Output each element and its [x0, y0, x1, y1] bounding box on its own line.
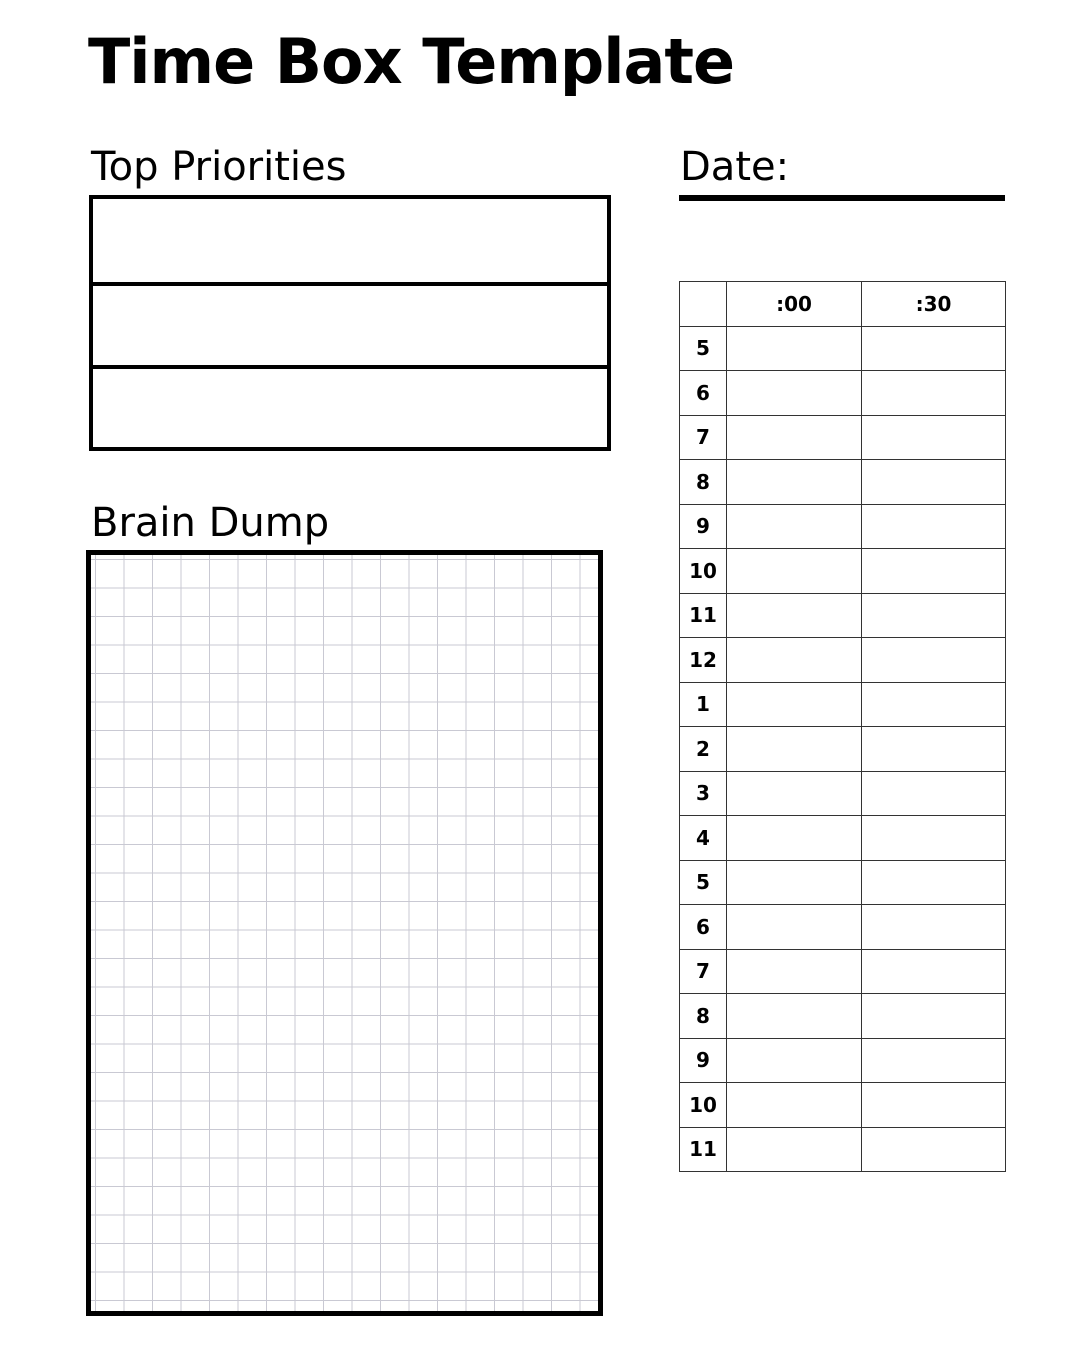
slot-00-cell[interactable] — [727, 371, 862, 416]
slot-00-cell[interactable] — [727, 415, 862, 460]
hour-label: 7 — [680, 949, 727, 994]
slot-30-cell[interactable] — [862, 682, 1006, 727]
slot-00-cell[interactable] — [727, 905, 862, 950]
time-schedule-table — [679, 281, 1006, 1172]
slot-30-cell[interactable] — [862, 816, 1006, 861]
hour-label: 11 — [680, 593, 727, 638]
schedule-row — [680, 727, 1006, 772]
slot-30-cell[interactable] — [862, 504, 1006, 549]
slot-30-cell[interactable] — [862, 593, 1006, 638]
hour-label: 1 — [680, 682, 727, 727]
slot-30-cell[interactable] — [862, 460, 1006, 505]
slot-30-cell[interactable] — [862, 994, 1006, 1039]
hour-label: 10 — [680, 1083, 727, 1128]
hour-label: 5 — [680, 326, 727, 371]
schedule-row — [680, 1038, 1006, 1083]
priority-field-2[interactable] — [93, 282, 607, 365]
slot-30-cell[interactable] — [862, 905, 1006, 950]
slot-30-cell[interactable] — [862, 949, 1006, 994]
hour-label: 6 — [680, 371, 727, 416]
hour-label: 8 — [680, 994, 727, 1039]
schedule-header-corner — [680, 282, 727, 327]
date-label: Date: — [680, 144, 790, 190]
hour-label: 8 — [680, 460, 727, 505]
slot-00-cell[interactable] — [727, 727, 862, 772]
slot-00-cell[interactable] — [727, 860, 862, 905]
date-field[interactable] — [679, 195, 1005, 201]
hour-label: 11 — [680, 1127, 727, 1172]
slot-30-cell[interactable] — [862, 727, 1006, 772]
slot-00-cell[interactable] — [727, 504, 862, 549]
schedule-row — [680, 860, 1006, 905]
slot-30-cell[interactable] — [862, 1083, 1006, 1128]
schedule-row — [680, 371, 1006, 416]
slot-30-cell[interactable] — [862, 549, 1006, 594]
schedule-row — [680, 460, 1006, 505]
schedule-row — [680, 593, 1006, 638]
hour-label: 7 — [680, 415, 727, 460]
schedule-header-00: :00 — [727, 282, 862, 327]
schedule-row — [680, 504, 1006, 549]
hour-label: 12 — [680, 638, 727, 683]
hour-label: 2 — [680, 727, 727, 772]
schedule-row — [680, 682, 1006, 727]
slot-00-cell[interactable] — [727, 593, 862, 638]
schedule-row — [680, 771, 1006, 816]
schedule-header-30: :30 — [862, 282, 1006, 327]
slot-00-cell[interactable] — [727, 994, 862, 1039]
slot-00-cell[interactable] — [727, 326, 862, 371]
slot-30-cell[interactable] — [862, 415, 1006, 460]
slot-00-cell[interactable] — [727, 549, 862, 594]
slot-30-cell[interactable] — [862, 1127, 1006, 1172]
schedule-row — [680, 1083, 1006, 1128]
slot-00-cell[interactable] — [727, 682, 862, 727]
brain-dump-grid[interactable] — [86, 550, 603, 1316]
schedule-row — [680, 1127, 1006, 1172]
slot-00-cell[interactable] — [727, 816, 862, 861]
slot-30-cell[interactable] — [862, 860, 1006, 905]
slot-00-cell[interactable] — [727, 1083, 862, 1128]
schedule-row — [680, 905, 1006, 950]
hour-label: 4 — [680, 816, 727, 861]
slot-00-cell[interactable] — [727, 1038, 862, 1083]
slot-30-cell[interactable] — [862, 371, 1006, 416]
hour-label: 10 — [680, 549, 727, 594]
slot-00-cell[interactable] — [727, 638, 862, 683]
slot-30-cell[interactable] — [862, 326, 1006, 371]
schedule-row — [680, 949, 1006, 994]
slot-00-cell[interactable] — [727, 771, 862, 816]
page-title: Time Box Template — [88, 25, 735, 98]
slot-00-cell[interactable] — [727, 460, 862, 505]
schedule-row — [680, 638, 1006, 683]
schedule-row — [680, 326, 1006, 371]
hour-label: 5 — [680, 860, 727, 905]
brain-dump-label: Brain Dump — [91, 500, 330, 546]
priority-field-3[interactable] — [93, 365, 607, 447]
schedule-row — [680, 816, 1006, 861]
schedule-header-row — [680, 282, 1006, 327]
slot-30-cell[interactable] — [862, 638, 1006, 683]
slot-30-cell[interactable] — [862, 771, 1006, 816]
hour-label: 9 — [680, 504, 727, 549]
schedule-body — [680, 326, 1006, 1172]
priority-field-1[interactable] — [93, 199, 607, 282]
slot-00-cell[interactable] — [727, 1127, 862, 1172]
schedule-row — [680, 415, 1006, 460]
slot-30-cell[interactable] — [862, 1038, 1006, 1083]
hour-label: 9 — [680, 1038, 727, 1083]
top-priorities-label: Top Priorities — [91, 144, 347, 190]
slot-00-cell[interactable] — [727, 949, 862, 994]
schedule-row — [680, 994, 1006, 1039]
hour-label: 6 — [680, 905, 727, 950]
hour-label: 3 — [680, 771, 727, 816]
top-priorities-box — [89, 195, 611, 451]
schedule-row — [680, 549, 1006, 594]
